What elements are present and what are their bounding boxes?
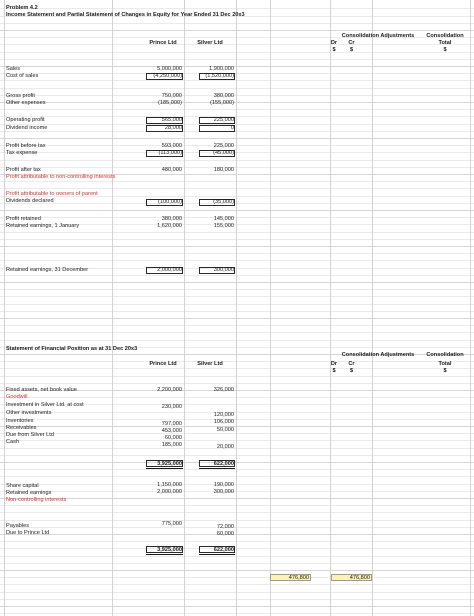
prince-value[interactable]: 60,000 [164,435,182,441]
silver-total-equity-liabilities[interactable]: 622,000 [213,546,234,553]
row-label: Tax expense [6,150,38,156]
header-total: Total [438,361,452,367]
silver-value[interactable]: 20,000 [216,444,234,450]
sfp-title: Statement of Financial Position as at 31 Dec 20x3 [6,346,138,352]
silver-value[interactable]: 180,000 [213,167,234,173]
silver-value[interactable]: (1,520,000) [205,73,234,79]
row-label-owners: Profit attributable to owners of parent [6,191,98,197]
header-cr: Cr [348,361,355,367]
prince-value[interactable]: 775,000 [161,521,182,527]
row-label: Retained earnings [6,490,52,496]
prince-value[interactable]: 593,000 [161,143,182,149]
column-divider [270,0,271,616]
prince-value[interactable]: 230,000 [161,404,182,410]
problem-number: Problem 4.2 [6,5,38,11]
row-label: Other investments [6,410,52,416]
row-label-goodwill: Goodwill [6,394,28,400]
row-label: Other expenses [6,100,46,106]
header-dr: Dr [330,40,338,46]
row-label: Retained earnings, 1 January [6,223,80,229]
silver-value[interactable]: 50,000 [216,427,234,433]
header-total-unit: $ [443,368,447,374]
prince-value[interactable]: 2,200,000 [157,387,182,393]
adjustments-dr-total[interactable]: 476,800 [288,574,309,581]
row-label: Dividend income [6,125,48,131]
row-label: Profit before tax [6,143,46,149]
silver-value[interactable]: (155,000) [210,100,234,106]
header-total-unit: $ [443,47,447,53]
silver-value[interactable]: 106,000 [213,419,234,425]
silver-value[interactable]: 300,000 [213,267,234,273]
silver-value[interactable]: 380,000 [213,93,234,99]
adjustments-cr-total[interactable]: 476,800 [349,574,370,581]
column-divider [470,0,471,616]
header-cr: Cr [348,40,355,46]
prince-value[interactable]: 185,000 [161,442,182,448]
prince-value[interactable]: 480,000 [161,167,182,173]
header-prince: Prince Ltd [149,361,177,367]
row-label-nci: Profit attributable to non-controlling interests [6,174,116,180]
row-label: Investment in Silver Ltd. at cost [6,402,84,408]
row-label-nci: Non-controlling interests [6,497,67,503]
row-label: Dividends declared [6,198,54,204]
row-label: Retained earnings, 31 December [6,267,89,273]
silver-value[interactable]: 0 [230,125,234,131]
double-underline [199,468,235,469]
row-label: Profit after tax [6,167,41,173]
page-title: Income Statement and Partial Statement of Changes in Equity for Year Ended 31 Dec 20x3 [6,12,245,18]
header-consolidation: Consolidation [426,352,464,358]
row-label: Gross profit [6,93,35,99]
silver-value[interactable]: 225,000 [213,143,234,149]
silver-value[interactable]: 326,000 [213,387,234,393]
silver-value[interactable]: 120,000 [213,412,234,418]
prince-value[interactable]: (4,250,000) [153,73,182,79]
prince-total-equity-liabilities[interactable]: 3,925,000 [157,546,182,553]
row-label: Due from Silver Ltd [6,432,54,438]
prince-value[interactable]: 797,000 [161,421,182,427]
header-consolidation: Consolidation [426,33,464,39]
column-divider [372,0,373,616]
column-divider [236,0,237,616]
silver-value[interactable]: 155,000 [213,223,234,229]
row-label: Cost of sales [6,73,39,79]
row-label: Sales [6,66,20,72]
row-label: Receivables [6,425,37,431]
prince-total-assets[interactable]: 3,925,000 [157,460,182,467]
prince-value[interactable]: 5,000,000 [157,66,182,72]
silver-total-assets[interactable]: 622,000 [213,460,234,467]
row-label: Payables [6,523,30,529]
column-divider [112,0,113,616]
prince-value[interactable]: 380,000 [161,216,182,222]
double-underline [146,468,183,469]
silver-value[interactable]: 300,000 [213,489,234,495]
prince-value[interactable]: 453,000 [161,428,182,434]
header-adjustments: Consolidation Adjustments [341,33,415,39]
silver-value[interactable]: 145,000 [213,216,234,222]
silver-value[interactable]: 1,900,000 [209,66,234,72]
silver-value[interactable]: 72,000 [216,524,234,530]
header-dr: Dr [330,361,338,367]
silver-value[interactable]: (45,000) [213,150,234,156]
silver-value[interactable]: (35,000) [213,199,234,205]
prince-value[interactable]: 1,150,000 [157,482,182,488]
prince-value[interactable]: (100,000) [158,199,182,205]
row-label: Due to Prince Ltd [6,530,50,536]
prince-value[interactable]: 750,000 [161,93,182,99]
prince-value[interactable]: 1,620,000 [157,223,182,229]
header-cr-unit: $ [349,368,354,374]
row-label: Profit retained [6,216,41,222]
column-divider [184,0,185,616]
row-label: Fixed assets, net book value [6,387,77,393]
header-cr-unit: $ [349,47,354,53]
header-dr-unit: $ [332,368,336,374]
double-underline [146,554,183,555]
row-label: Inventories [6,418,34,424]
silver-value[interactable]: 190,000 [213,482,234,488]
row-label: Share capital [6,483,39,489]
header-silver: Silver Ltd [197,361,223,367]
silver-value[interactable]: 60,000 [216,531,234,537]
header-adjustments: Consolidation Adjustments [341,352,415,358]
silver-value[interactable]: 225,000 [213,117,234,123]
prince-value[interactable]: (113,000) [158,150,182,156]
header-total: Total [438,40,452,46]
double-underline [199,554,235,555]
prince-value[interactable]: 28,000 [164,125,182,131]
prince-value[interactable]: 2,000,000 [157,489,182,495]
column-divider [330,0,331,616]
column-divider [4,0,5,616]
header-dr-unit: $ [332,47,336,53]
header-prince: Prince Ltd [149,40,177,46]
row-label: Operating profit [6,117,45,123]
row-label: Cash [6,439,20,445]
prince-value[interactable]: (185,000) [158,100,182,106]
prince-value[interactable]: 2,000,000 [157,267,182,273]
prince-value[interactable]: 565,000 [161,117,182,123]
header-silver: Silver Ltd [197,40,223,46]
